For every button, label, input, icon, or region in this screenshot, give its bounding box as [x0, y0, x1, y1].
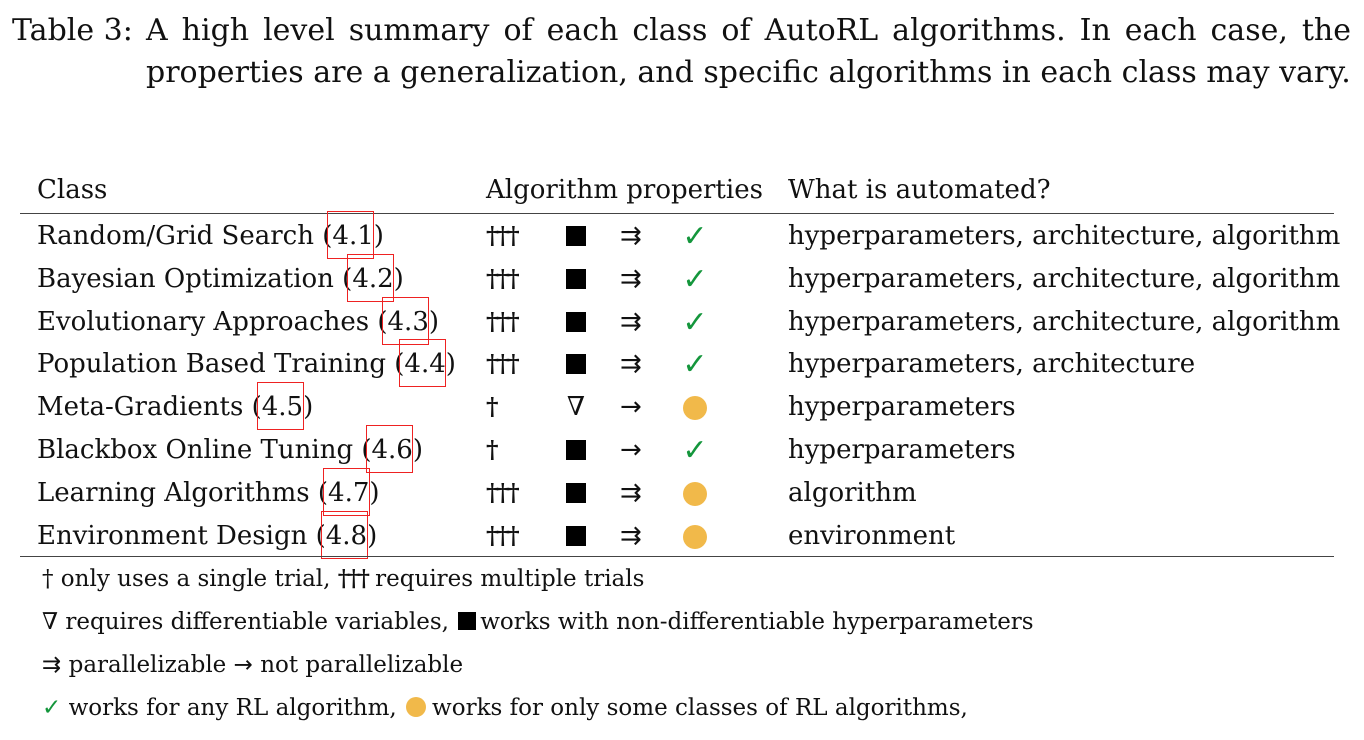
class-name: Evolutionary Approaches [37, 306, 378, 337]
automated-cell: hyperparameters, architecture, algorithm [788, 306, 1341, 337]
differentiability-cell [564, 310, 588, 334]
section-ref-text: (4.1) [322, 221, 384, 251]
bottom-rule [20, 556, 1334, 557]
section-ref-text: (4.8) [315, 520, 378, 551]
parallelism-icon: → [620, 392, 642, 423]
automated-cell: algorithm [788, 477, 917, 508]
class-cell [37, 429, 423, 471]
legend-any-rl-text: works for any RL algorithm, [61, 695, 405, 721]
header-algorithm-properties: Algorithm properties [486, 175, 763, 205]
rl-compatibility-cell [681, 304, 709, 340]
black-square-icon [566, 269, 586, 289]
class-cell [37, 386, 313, 428]
rl-compatibility-cell [681, 433, 709, 468]
multiple-trials-icon: ††† [337, 565, 368, 592]
rl-compatibility-cell [681, 219, 709, 254]
black-square-icon [566, 226, 586, 246]
header-what-is-automated: What is automated? [788, 175, 1051, 205]
trials-cell: † [486, 392, 497, 422]
orange-dot-icon [683, 396, 707, 420]
trials-cell: ††† [486, 520, 518, 550]
class-name: Environment Design [37, 520, 316, 551]
class-name: Random/Grid Search [37, 221, 323, 251]
class-cell [37, 301, 439, 343]
class-cell [37, 215, 384, 257]
table-caption: A high level summary of each class of AutoRL algorithms. In each case, the properties are a generalization, and specific algorithms in each class may vary. [146, 13, 1351, 90]
automated-cell: hyperparameters, architecture, algorithm [788, 221, 1341, 251]
section-ref-text: (4.3) [377, 306, 440, 337]
section-ref-text: (4.2) [342, 263, 404, 294]
header-class: Class [37, 175, 108, 205]
black-square-icon [566, 440, 586, 460]
parallelism-icon: → [620, 435, 642, 465]
section-ref-link[interactable] [318, 472, 380, 514]
rl-compatibility-cell [681, 394, 709, 422]
parallelism-icon: ⇉ [620, 263, 642, 294]
black-square-icon [566, 526, 586, 546]
legend-multiple-trials-text: requires multiple trials [367, 566, 645, 592]
differentiability-cell [564, 267, 588, 291]
single-arrow-icon: → [233, 652, 253, 678]
legend-line-differentiable [42, 606, 1034, 638]
trials-cell: ††† [486, 263, 518, 293]
section-ref-link[interactable] [316, 515, 378, 557]
class-name: Meta-Gradients [37, 392, 252, 423]
legend-some-rl-text: works for only some classes of RL algorithms, [432, 695, 968, 721]
table-row [0, 301, 1364, 343]
parallelism-icon: ⇉ [620, 221, 642, 251]
section-ref-link[interactable] [394, 343, 456, 385]
check-icon: ✓ [682, 304, 708, 340]
differentiability-cell [564, 481, 588, 505]
nabla-icon: ∇ [566, 392, 586, 423]
trials-cell: ††† [486, 477, 518, 507]
nabla-icon: ∇ [42, 609, 59, 635]
check-icon: ✓ [682, 347, 708, 383]
rl-compatibility-cell [681, 523, 709, 551]
rl-compatibility-cell [681, 480, 709, 508]
orange-dot-icon [683, 525, 707, 549]
parallelism-icon: ⇉ [620, 306, 642, 337]
table-row [0, 343, 1364, 385]
trials-cell: ††† [486, 221, 518, 250]
section-ref-link[interactable] [342, 258, 404, 300]
check-icon: ✓ [682, 433, 708, 468]
differentiability-cell [564, 524, 588, 548]
section-ref-link[interactable] [322, 215, 384, 257]
parallelism-icon: ⇉ [620, 520, 642, 551]
table-row [0, 515, 1364, 557]
trials-cell: ††† [486, 349, 518, 379]
black-square-icon [566, 312, 586, 332]
class-cell [37, 258, 404, 300]
parallelism-icon: ⇉ [620, 477, 642, 508]
trials-cell: † [486, 435, 497, 464]
class-name: Learning Algorithms [37, 477, 318, 508]
black-square-icon [458, 612, 476, 630]
trials-cell: ††† [486, 306, 518, 336]
section-ref-text: (4.6) [361, 435, 423, 465]
automated-cell: hyperparameters [788, 392, 1016, 423]
legend-differentiable-text: requires differentiable variables, [58, 609, 457, 635]
differentiability-cell [564, 438, 588, 462]
legend-line-rl [42, 692, 968, 724]
orange-dot-icon [683, 482, 707, 506]
table-row [0, 258, 1364, 300]
legend-single-trial-text: only uses a single trial, [53, 566, 338, 592]
class-cell [37, 472, 380, 514]
check-icon: ✓ [682, 261, 708, 297]
section-ref-text: (4.4) [394, 349, 456, 380]
legend-non-differentiable-text: works with non-differentiable hyperparameters [480, 609, 1034, 635]
parallelism-icon: ⇉ [620, 349, 642, 380]
check-icon: ✓ [682, 219, 708, 254]
top-rule [20, 213, 1334, 214]
class-name: Blackbox Online Tuning [37, 435, 362, 465]
check-icon: ✓ [42, 695, 62, 721]
section-ref-text: (4.7) [317, 477, 380, 508]
class-cell [37, 515, 377, 557]
class-cell [37, 343, 456, 385]
section-ref-link[interactable] [361, 429, 423, 471]
class-name: Bayesian Optimization [37, 263, 343, 294]
table-row [0, 429, 1364, 471]
automated-cell: hyperparameters, architecture, algorithm [788, 263, 1341, 294]
rl-compatibility-cell [681, 261, 709, 297]
section-ref-link[interactable] [252, 386, 314, 428]
table-caption-label: Table 3: [12, 13, 133, 48]
legend-line-trials [42, 563, 644, 595]
section-ref-text: (4.5) [251, 392, 314, 423]
parallel-arrows-icon: ⇉ [42, 652, 62, 678]
differentiability-cell [564, 352, 588, 376]
legend-parallelizable-text: parallelizable [61, 652, 234, 678]
section-ref-link[interactable] [377, 301, 439, 343]
automated-cell: hyperparameters, architecture [788, 349, 1196, 380]
class-name: Population Based Training [37, 349, 395, 380]
automated-cell: environment [788, 520, 956, 551]
single-trial-icon: † [42, 566, 54, 592]
black-square-icon [566, 354, 586, 374]
table-row [0, 472, 1364, 514]
orange-dot-icon [406, 697, 426, 717]
legend-not-parallelizable-text: not parallelizable [252, 652, 464, 678]
rl-compatibility-cell [681, 347, 709, 383]
differentiability-cell [564, 224, 588, 248]
legend-line-parallel [42, 649, 463, 681]
differentiability-cell [564, 392, 588, 423]
table-row [0, 386, 1364, 428]
automated-cell: hyperparameters [788, 435, 1016, 465]
table-row [0, 215, 1364, 257]
black-square-icon [566, 483, 586, 503]
